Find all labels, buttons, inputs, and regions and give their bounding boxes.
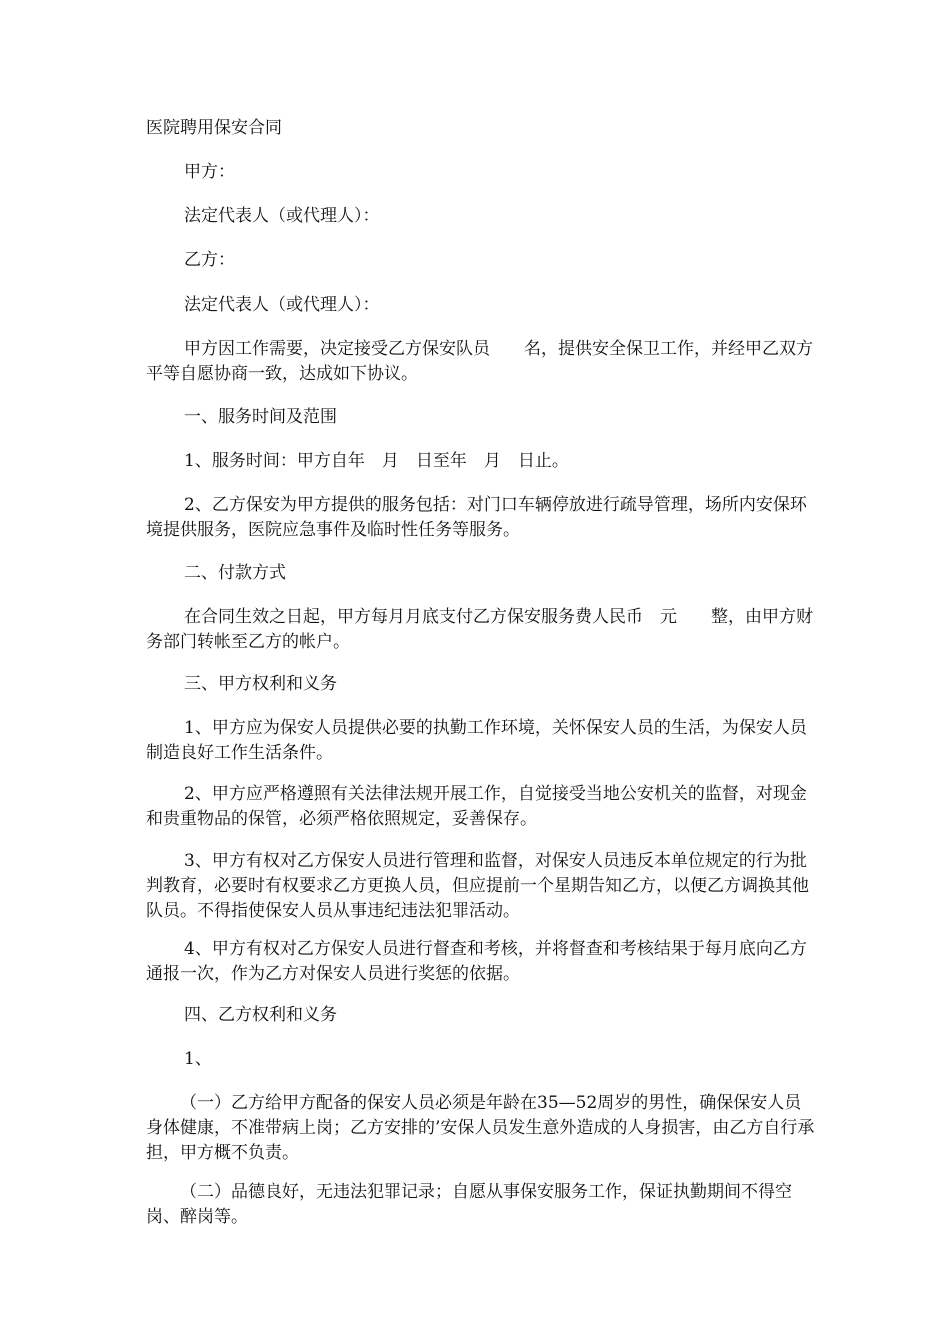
paragraph-3-3: 3、甲方有权对乙方保安人员进行管理和监督，对保安人员违反本单位规定的行为批判教育，必要时有权要求乙方更换人员，但应提前一个星期告知乙方，以便乙方调换其他队员。不得指使保安人员从事违纪违法犯罪活动。 <box>146 851 809 921</box>
paragraph-4-1-item-2: （二）品德良好，无违法犯罪记录；自愿从事保安服务工作，保证执勤期间不得空岗、醉岗等。 <box>146 1182 792 1227</box>
paragraph-4-1-item-1: （一）乙方给甲方配备的保安人员必须是年龄在35—52周岁的男性，确保保安人员身体健康，不准带病上岗；乙方安排的’安保人员发生意外造成的人身损害，由乙方自行承担，甲方概不负责。 <box>146 1093 815 1163</box>
paragraph-3-1: 1、甲方应为保安人员提供必要的执勤工作环境，关怀保安人员的生活，为保安人员制造良好工作生活条件。 <box>146 718 807 763</box>
paragraph-4-1: 1、 <box>184 1049 212 1069</box>
paragraph-3-4: 4、甲方有权对乙方保安人员进行督查和考核，并将督查和考核结果于每月底向乙方通报一次，作为乙方对保安人员进行奖惩的依据。 <box>146 939 807 984</box>
paragraph-3-2: 2、甲方应严格遵照有关法律法规开展工作，自觉接受当地公安机关的监督，对现金和贵重物品的保管，必须严格依照规定，妥善保存。 <box>146 784 807 829</box>
paragraph-party-b: 乙方： <box>184 250 235 270</box>
section-heading-3: 三、甲方权利和义务 <box>184 674 337 694</box>
paragraph-1-2: 2、乙方保安为甲方提供的服务包括：对门口车辆停放进行疏导管理，场所内安保环境提供服务，医院应急事件及临时性任务等服务。 <box>146 495 807 540</box>
section-heading-4: 四、乙方权利和义务 <box>184 1005 337 1025</box>
paragraph-2-1: 在合同生效之日起，甲方每月月底支付乙方保安服务费人民币 元 整，由甲方财务部门转帐至乙方的帐户。 <box>146 607 813 652</box>
paragraph-party-a: 甲方： <box>184 162 235 182</box>
paragraph-party-a-representative: 法定代表人（或代理人）： <box>184 206 380 226</box>
paragraph-1-1: 1、服务时间：甲方自年 月 日至年 月 日止。 <box>184 451 569 471</box>
section-heading-2: 二、付款方式 <box>184 563 286 583</box>
section-heading-1: 一、服务时间及范围 <box>184 407 337 427</box>
paragraph-party-b-representative: 法定代表人（或代理人）： <box>184 295 380 315</box>
paragraph-preamble: 甲方因工作需要，决定接受乙方保安队员 名，提供安全保卫工作，并经甲乙双方平等自愿协商一致，达成如下协议。 <box>146 339 813 384</box>
document-title: 医院聘用保安合同 <box>146 118 282 138</box>
